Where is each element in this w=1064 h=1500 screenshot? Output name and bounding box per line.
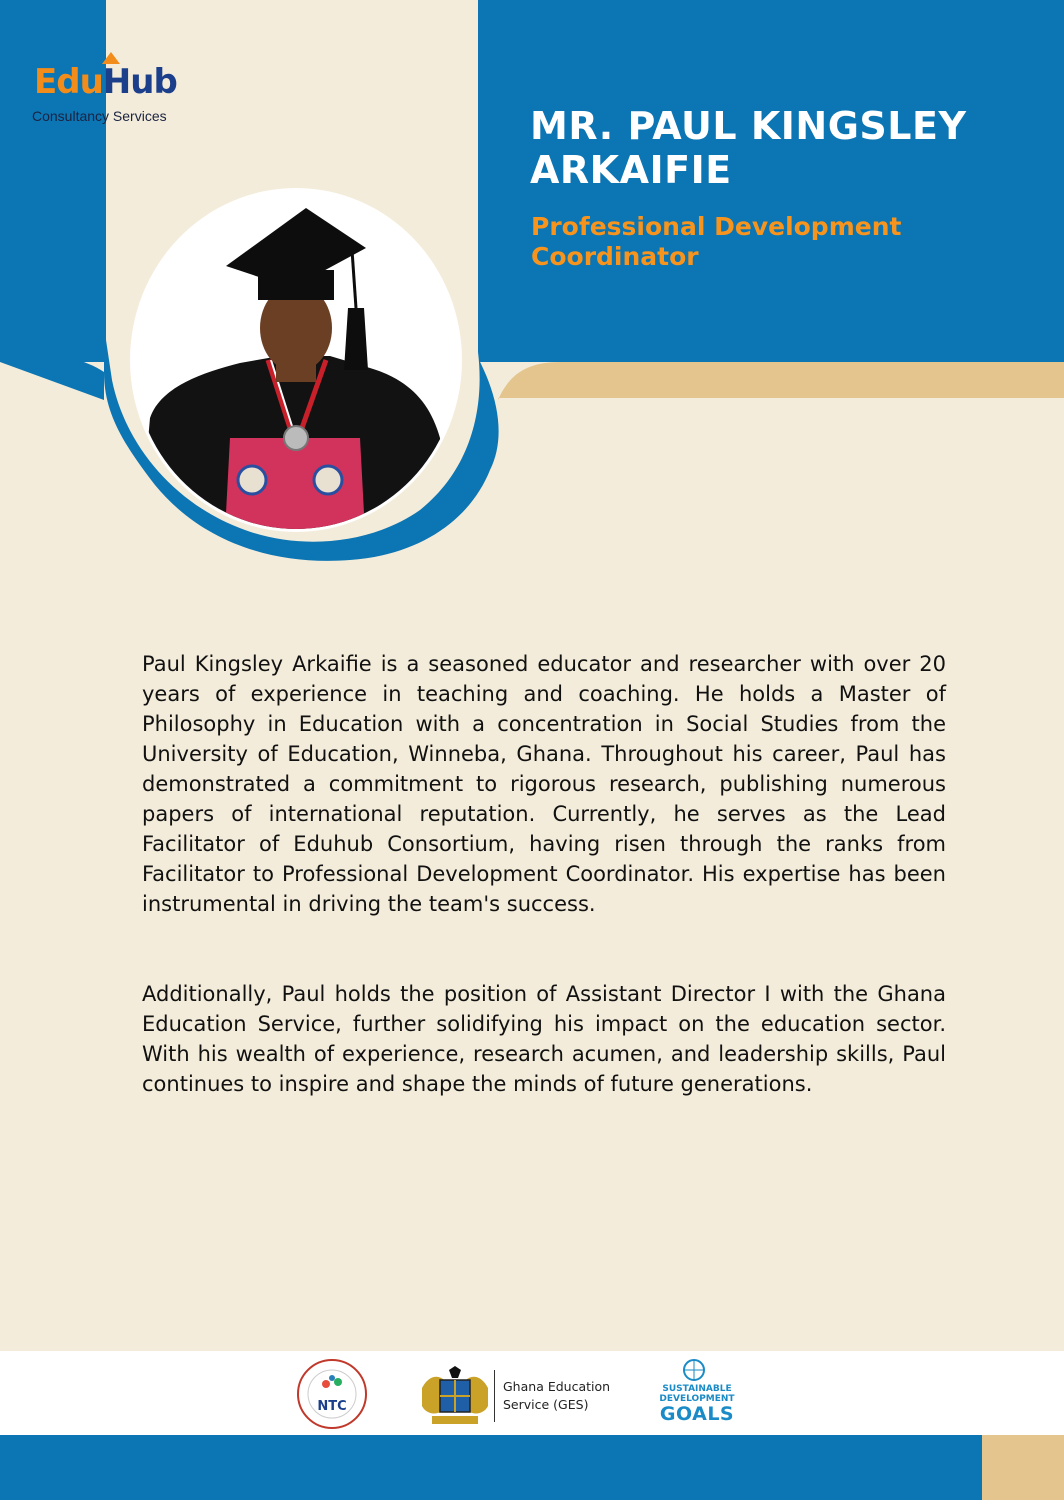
- bio-paragraph-1: Paul Kingsley Arkaifie is a seasoned educator and researcher with over 20 years of experience in teaching and coaching. He holds a Master of Philosophy in Education with a concentration in Social Studies from the University of Education, Winneba, Ghana. Throughout his career, Paul has demonstrated a commitment to rigorous research, publishing numerous papers of international reputation. Currently, he serves as the Lead Facilitator of Eduhub Consortium, having risen through the ranks from Facilitator to Professional Development Coordinator. His expertise has been instrumental in driving the team's success.: [142, 652, 946, 916]
- ntc-logo-icon: [296, 1356, 368, 1432]
- logo-wordmark: [34, 62, 177, 102]
- logo-subtitle: Consultancy Services: [32, 108, 167, 124]
- ntc-label: NTC: [317, 1399, 347, 1414]
- ges-label: [503, 1378, 623, 1414]
- logo-hub-text: Hub: [102, 62, 177, 102]
- sdg-line-2: DEVELOPMENT: [659, 1394, 735, 1404]
- bottom-tan-corner: [982, 1435, 1064, 1500]
- ges-divider: [494, 1370, 495, 1422]
- person-role: Professional Development Coordinator: [531, 212, 902, 271]
- logo-edu-text: Edu: [34, 62, 103, 102]
- sdg-line-1: SUSTAINABLE: [662, 1384, 732, 1394]
- sdg-logo: [652, 1384, 742, 1424]
- sdg-goals-text: GOALS: [659, 1403, 735, 1425]
- bio-paragraph-2: Additionally, Paul holds the position of Assistant Director I with the Ghana Education Service, further solidifying his impact on the education sector. With his wealth of experience, research acumen, and leadership skills, Paul continues to inspire and shape the minds of future generations.: [142, 982, 946, 1096]
- ges-label-line1: Ghana Education: [503, 1379, 611, 1394]
- tan-accent-stripe: [498, 362, 1064, 400]
- person-name: MR. PAUL KINGSLEY ARKAIFIE: [530, 104, 967, 192]
- bottom-blue-bar: [0, 1435, 1064, 1500]
- ges-label-line2: Service (GES): [503, 1397, 589, 1412]
- eduhub-logo: [30, 52, 200, 132]
- un-emblem-icon: [680, 1358, 708, 1384]
- ghana-coat-of-arms-icon: [418, 1366, 492, 1428]
- portrait-photo: [130, 188, 462, 532]
